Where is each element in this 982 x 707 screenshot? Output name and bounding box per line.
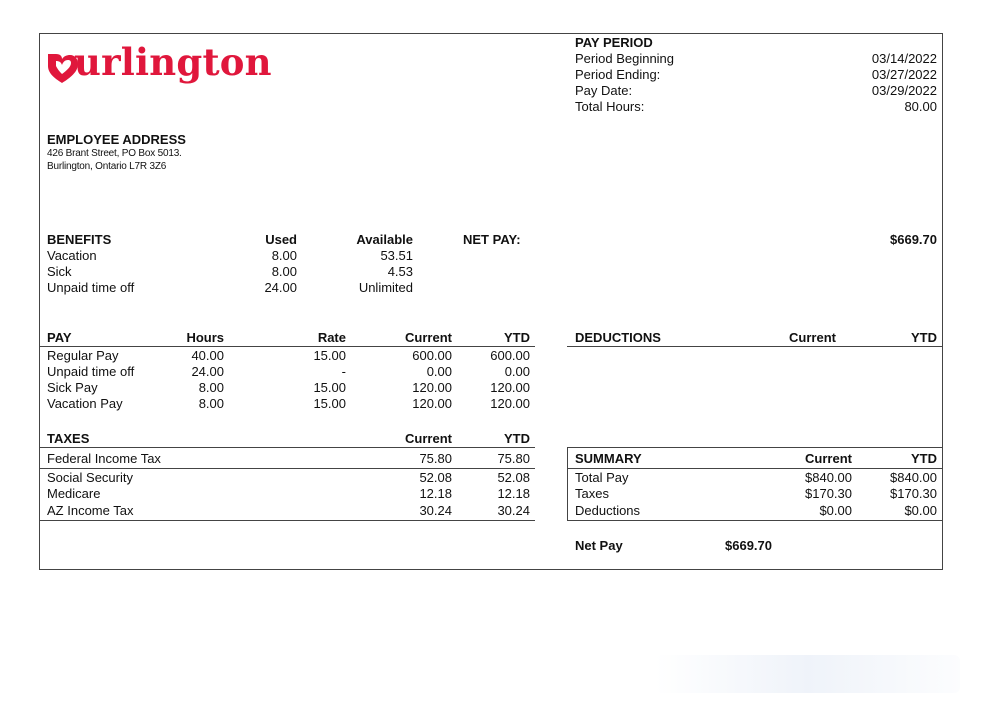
tax-row-name: Social Security — [47, 470, 133, 485]
pay-row-hours: 24.00 — [191, 364, 224, 379]
pay-period-value: 03/29/2022 — [871, 83, 937, 98]
pay-col-current: Current — [405, 330, 452, 345]
taxes-bottom-rule — [40, 520, 535, 521]
benefit-used: 24.00 — [264, 280, 297, 295]
summary-row-name: Taxes — [575, 486, 609, 501]
benefit-used: 8.00 — [271, 248, 297, 263]
pay-row-name: Regular Pay — [47, 348, 119, 363]
benefits-heading: BENEFITS — [47, 232, 112, 247]
net-pay-value: $669.70 — [890, 232, 937, 247]
pay-period-label: Period Ending: — [575, 67, 661, 82]
summary-col-ytd: YTD — [911, 451, 937, 466]
pay-period-value: 80.00 — [904, 99, 937, 114]
pay-row-ytd: 600.00 — [490, 348, 530, 363]
summary-top-rule — [567, 447, 942, 448]
pay-period-heading: PAY PERIOD — [575, 35, 653, 50]
benefit-name: Sick — [47, 264, 72, 279]
summary-row-name: Total Pay — [575, 470, 629, 485]
summary-row-current: $0.00 — [819, 503, 852, 518]
tax-row-ytd: 30.24 — [497, 503, 530, 518]
pay-row-rate: 15.00 — [313, 348, 346, 363]
tax-row-rule — [40, 468, 535, 469]
summary-net-pay-label: Net Pay — [575, 538, 623, 553]
benefit-available: Unlimited — [358, 280, 413, 295]
scan-smudge — [655, 655, 960, 693]
address-line: 426 Brant Street, PO Box 5013. — [47, 148, 182, 159]
pay-col-hours: Hours — [186, 330, 224, 345]
pay-header-rule — [40, 346, 535, 347]
summary-bottom-rule — [567, 520, 942, 521]
pay-row-name: Vacation Pay — [47, 396, 123, 411]
summary-row-ytd: $170.30 — [890, 486, 937, 501]
benefits-col-available: Available — [356, 232, 413, 247]
pay-period-label: Pay Date: — [575, 83, 633, 98]
summary-header-rule — [567, 468, 942, 469]
tax-row-name: AZ Income Tax — [47, 503, 134, 518]
address-line: Burlington, Ontario L7R 3Z6 — [47, 161, 167, 172]
pay-row-current: 0.00 — [426, 364, 452, 379]
pay-col-ytd: YTD — [504, 330, 530, 345]
deductions-heading: DEDUCTIONS — [575, 330, 661, 345]
taxes-col-current: Current — [405, 431, 452, 446]
benefit-available: 4.53 — [387, 264, 413, 279]
summary-net-pay-value: $669.70 — [725, 538, 772, 553]
tax-row-name: Medicare — [47, 486, 101, 501]
pay-row-hours: 8.00 — [198, 396, 224, 411]
pay-heading: PAY — [47, 330, 72, 345]
pay-row-current: 120.00 — [412, 396, 452, 411]
pay-row-name: Sick Pay — [47, 380, 98, 395]
deductions-header-rule — [567, 346, 942, 347]
tax-row-current: 12.18 — [419, 486, 452, 501]
company-name: urlington — [74, 40, 272, 84]
deductions-col-current: Current — [789, 330, 836, 345]
summary-col-current: Current — [805, 451, 852, 466]
tax-row-ytd: 75.80 — [497, 451, 530, 466]
pay-row-rate: 15.00 — [313, 380, 346, 395]
pay-period-label: Total Hours: — [575, 99, 645, 114]
pay-row-ytd: 120.00 — [490, 396, 530, 411]
pay-period-label: Period Beginning — [575, 51, 675, 66]
taxes-header-rule — [40, 447, 535, 448]
pay-row-ytd: 0.00 — [504, 364, 530, 379]
employee-address-heading: EMPLOYEE ADDRESS — [47, 132, 186, 147]
deductions-col-ytd: YTD — [911, 330, 937, 345]
benefit-available: 53.51 — [380, 248, 413, 263]
benefit-used: 8.00 — [271, 264, 297, 279]
pay-row-hours: 8.00 — [198, 380, 224, 395]
taxes-heading: TAXES — [47, 431, 90, 446]
summary-row-name: Deductions — [575, 503, 641, 518]
summary-row-current: $170.30 — [805, 486, 852, 501]
taxes-col-ytd: YTD — [504, 431, 530, 446]
tax-row-current: 30.24 — [419, 503, 452, 518]
pay-row-name: Unpaid time off — [47, 364, 135, 379]
pay-col-rate: Rate — [317, 330, 346, 345]
benefits-col-used: Used — [265, 232, 297, 247]
net-pay-label: NET PAY: — [463, 232, 521, 247]
pay-row-ytd: 120.00 — [490, 380, 530, 395]
tax-row-ytd: 12.18 — [497, 486, 530, 501]
summary-row-ytd: $0.00 — [904, 503, 937, 518]
tax-row-current: 75.80 — [419, 451, 452, 466]
summary-heading: SUMMARY — [575, 451, 642, 466]
tax-row-ytd: 52.08 — [497, 470, 530, 485]
pay-row-hours: 40.00 — [191, 348, 224, 363]
tax-row-name: Federal Income Tax — [47, 451, 161, 466]
summary-row-current: $840.00 — [805, 470, 852, 485]
pay-period-value: 03/27/2022 — [871, 67, 937, 82]
pay-row-current: 120.00 — [412, 380, 452, 395]
pay-period-value: 03/14/2022 — [871, 51, 937, 66]
pay-row-current: 600.00 — [412, 348, 452, 363]
summary-row-ytd: $840.00 — [890, 470, 937, 485]
pay-row-rate: - — [341, 364, 346, 379]
tax-row-current: 52.08 — [419, 470, 452, 485]
benefit-name: Unpaid time off — [47, 280, 135, 295]
pay-row-rate: 15.00 — [313, 396, 346, 411]
benefit-name: Vacation — [47, 248, 97, 263]
summary-left-rule — [567, 447, 568, 520]
